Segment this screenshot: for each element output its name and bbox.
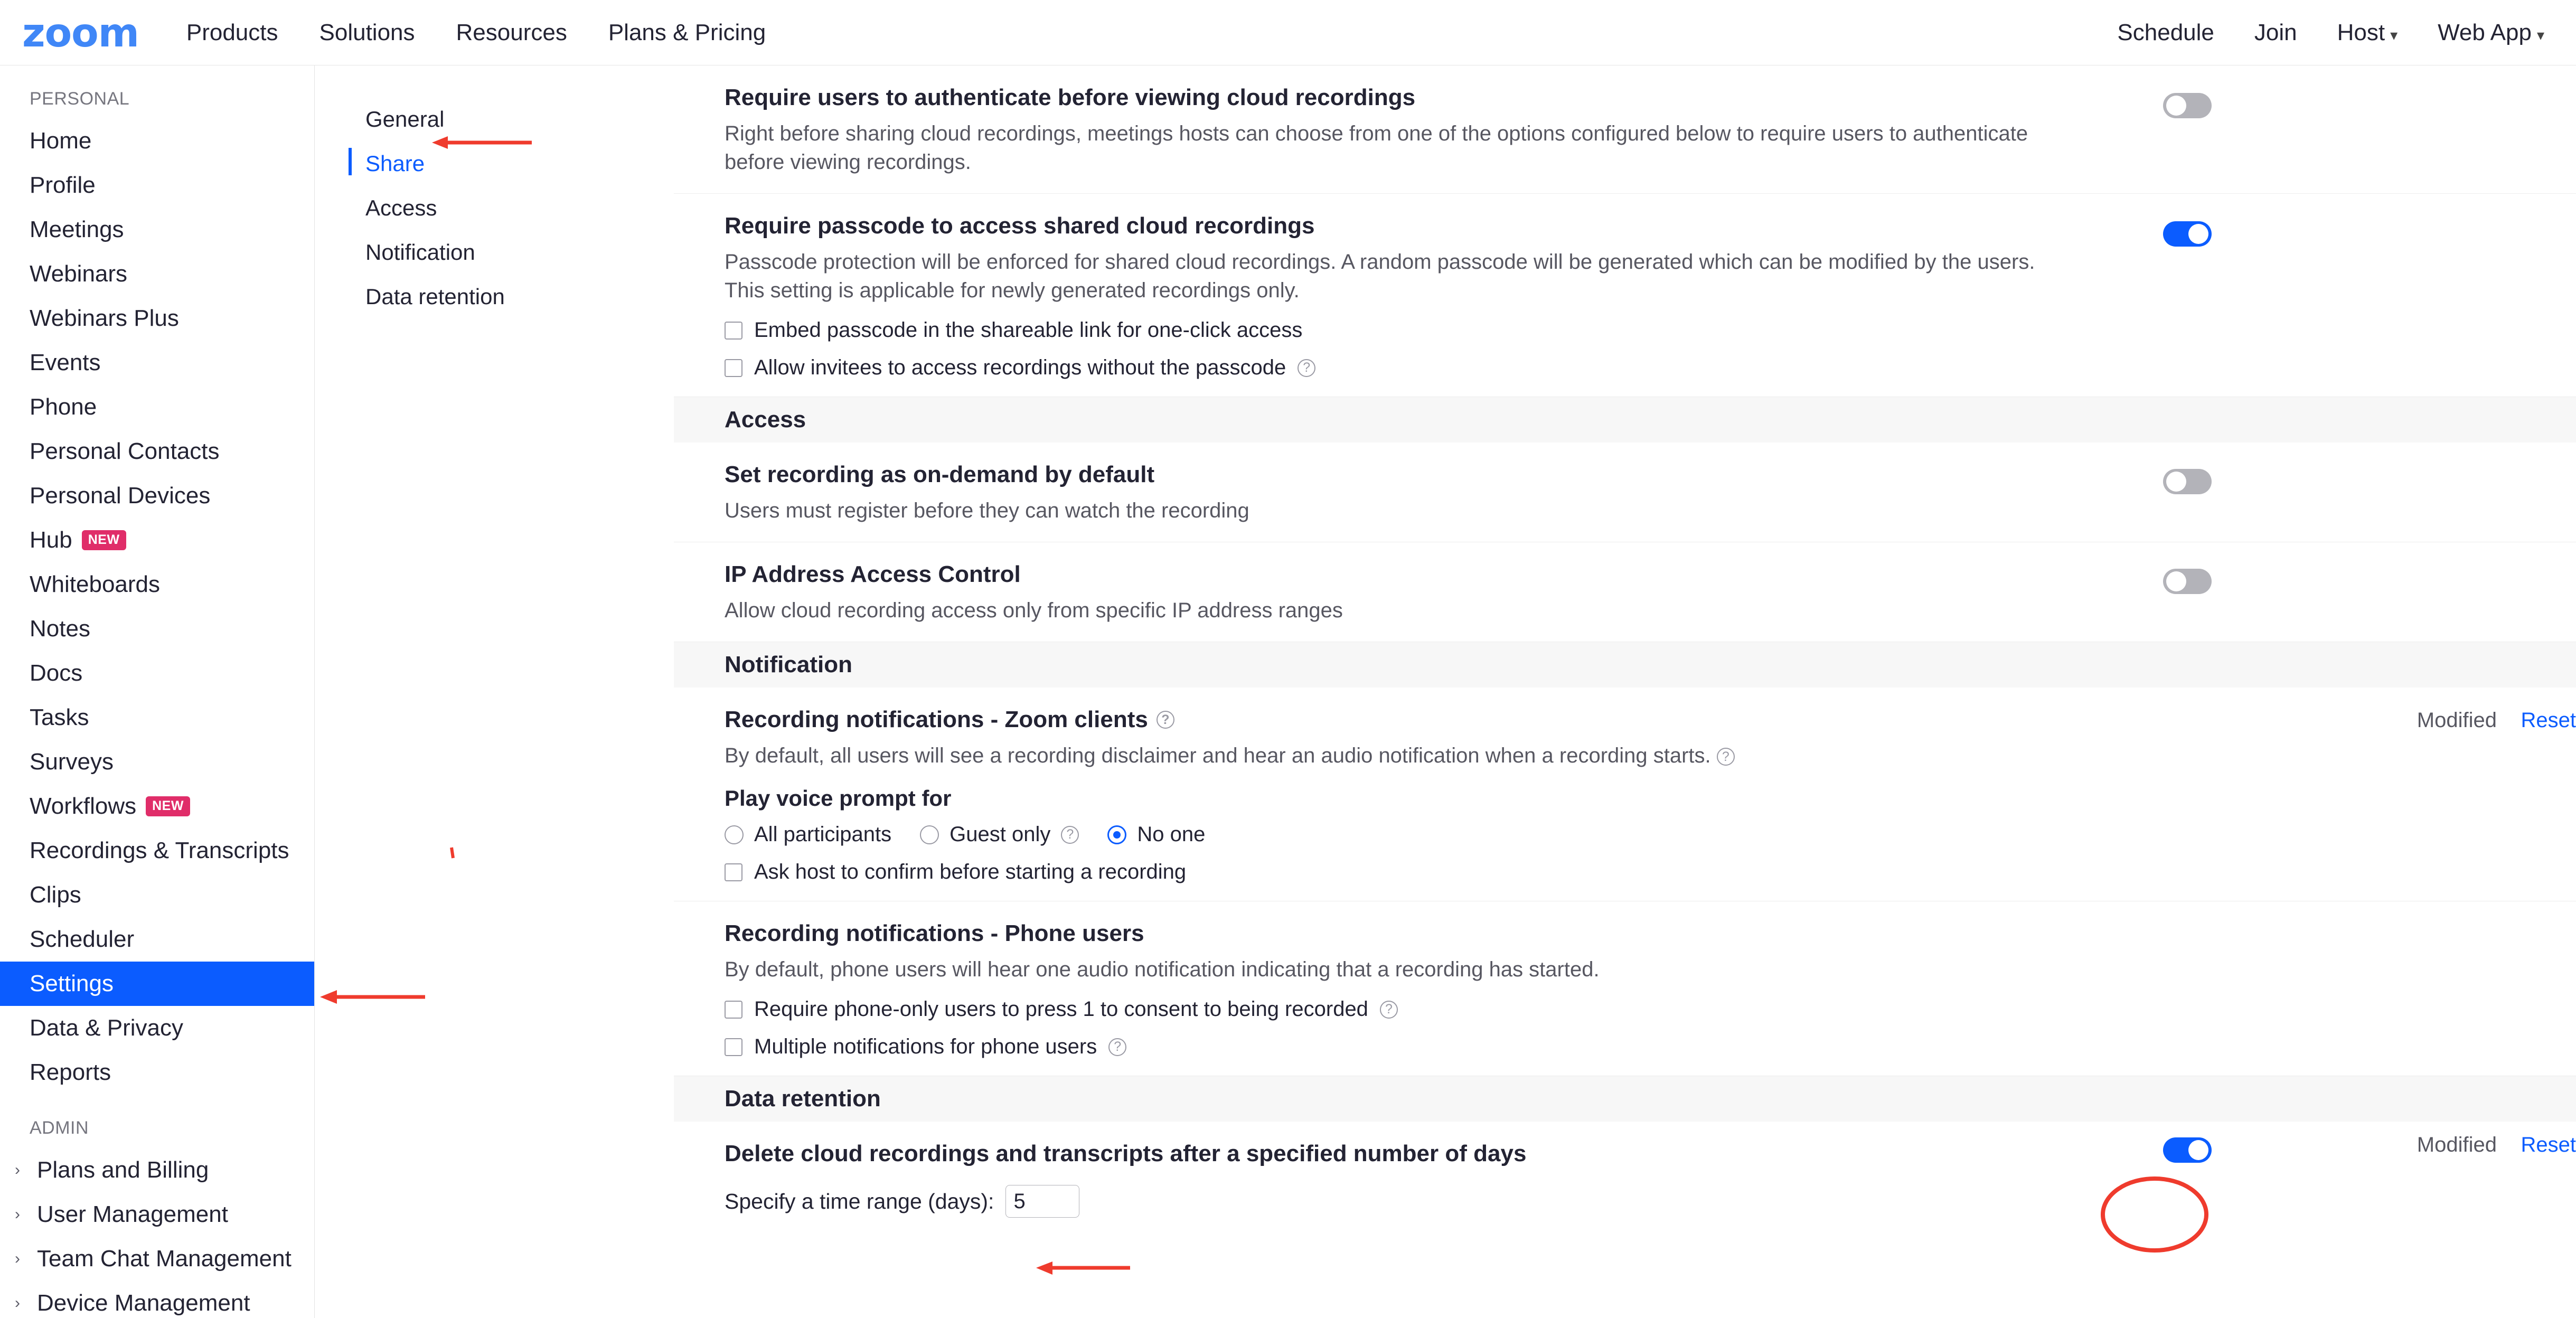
sidebar-item-home[interactable] [0, 119, 314, 163]
nav-host[interactable] [2337, 20, 2398, 46]
sidebar-item-label: Scheduler [30, 926, 135, 952]
sidebar-item-label: Hub [30, 527, 72, 553]
checkbox-row-allow-invitees-no-passcode[interactable] [725, 356, 2525, 380]
time-range-row [725, 1185, 2525, 1218]
sidebar-item-webinars-plus[interactable] [0, 296, 314, 341]
sidebar-item-label: Workflows [30, 793, 137, 819]
checkbox-row-multiple-notifications[interactable] [725, 1035, 2525, 1059]
info-icon[interactable]: ? [1380, 1001, 1398, 1019]
reset-link[interactable]: Reset [2521, 1133, 2576, 1156]
toggle-require-passcode[interactable] [2163, 221, 2212, 247]
chevron-right-icon: › [15, 1206, 20, 1223]
sidebar-item-notes[interactable] [0, 607, 314, 651]
nav-products[interactable]: Products [186, 19, 278, 45]
chevron-right-icon: › [15, 1161, 20, 1179]
sidebar-item-label: Device Management [37, 1290, 250, 1316]
toggle-on-demand[interactable] [2163, 469, 2212, 494]
sidebar-item-label: Tasks [30, 704, 89, 730]
radio-group-voice-prompt [725, 823, 2525, 846]
info-icon[interactable]: ? [1298, 359, 1315, 377]
toggle-knob [2188, 1140, 2208, 1160]
sidebar-item-label: Notes [30, 616, 90, 642]
nav-plans-pricing[interactable]: Plans & Pricing [608, 19, 766, 45]
checkbox-row-phone-press-1[interactable] [725, 997, 2525, 1021]
checkbox-row-ask-host-confirm[interactable] [725, 860, 2525, 884]
checkbox-multiple-notifications[interactable] [725, 1038, 742, 1056]
setting-title: Require users to authenticate before viewing cloud recordings [725, 84, 1416, 110]
sidebar-item-tasks[interactable] [0, 695, 314, 740]
checkbox-phone-press-1[interactable] [725, 1001, 742, 1019]
sidebar-item-label: Data & Privacy [30, 1015, 183, 1041]
sidebar-item-team-chat-management[interactable] [0, 1237, 314, 1281]
setting-description: By default, phone users will hear one audio notification indicating that a recording has started. [725, 958, 1600, 981]
sidebar-item-settings[interactable] [0, 962, 314, 1006]
status-badge-modified: Modified [2417, 1133, 2497, 1156]
sidebar-item-label: Phone [30, 394, 97, 420]
checkbox-row-embed-passcode[interactable] [725, 318, 2525, 342]
toggle-knob [2188, 224, 2208, 244]
radio-label: No one [1137, 823, 1206, 846]
setting-title: Set recording as on-demand by default [725, 462, 1155, 487]
top-nav-links [186, 20, 766, 46]
top-nav-right [2117, 20, 2544, 46]
setting-row-ip-address-access-control [674, 542, 2576, 642]
sidebar-item-label: Whiteboards [30, 571, 161, 597]
radio-option-all-participants[interactable] [725, 823, 891, 846]
sidebar-group-personal: PERSONAL [30, 89, 130, 109]
section-header-access: Access [674, 397, 2576, 443]
sidebar-group-admin: ADMIN [30, 1118, 89, 1138]
sidebar-item-label: Team Chat Management [37, 1246, 292, 1272]
sidebar-item-clips[interactable] [0, 873, 314, 917]
sidebar-item-events[interactable] [0, 341, 314, 385]
sidebar-item-plans-and-billing[interactable] [0, 1148, 314, 1192]
nav-solutions[interactable]: Solutions [319, 19, 415, 45]
nav-host-label: Host [2337, 19, 2385, 45]
sidebar-item-workflows[interactable] [0, 784, 314, 829]
checkbox-ask-host-confirm[interactable] [725, 863, 742, 881]
submenu-item-general[interactable]: General [365, 107, 445, 131]
chevron-down-icon: ▾ [2536, 26, 2544, 43]
reset-link[interactable]: Reset [2521, 709, 2576, 732]
setting-title-text: Recording notifications - Zoom clients [725, 707, 1148, 732]
submenu-item-share[interactable]: Share [315, 142, 674, 186]
sidebar-item-meetings[interactable] [0, 208, 314, 252]
setting-row-recording-notifications-zoom-clients [674, 688, 2576, 901]
sidebar-item-label: Meetings [30, 216, 124, 242]
settings-content [674, 65, 2576, 1318]
setting-row-delete-cloud-recordings [674, 1122, 2576, 1235]
setting-description: Allow cloud recording access only from specific IP address ranges [725, 599, 1343, 622]
radio-label: All participants [754, 823, 892, 846]
sidebar-item-label: Plans and Billing [37, 1157, 209, 1183]
play-voice-prompt-label: Play voice prompt for [725, 786, 952, 811]
checkbox-embed-passcode[interactable] [725, 322, 742, 340]
checkbox-label: Allow invitees to access recordings without the passcode [754, 356, 1286, 379]
checkbox-label: Require phone-only users to press 1 to consent to being recorded [754, 997, 1368, 1021]
chevron-down-icon: ▾ [2390, 26, 2398, 43]
radio-all-participants[interactable] [725, 825, 744, 844]
submenu-item-access[interactable]: Access [365, 195, 437, 220]
sidebar-item-label: Docs [30, 660, 83, 686]
sidebar-item-personal-contacts[interactable] [0, 429, 314, 474]
sidebar-item-device-management[interactable] [0, 1281, 314, 1318]
setting-title: Require passcode to access shared cloud recordings [725, 213, 1315, 239]
toggle-require-authentication[interactable] [2163, 93, 2212, 118]
setting-row-on-demand [674, 443, 2576, 542]
sidebar [0, 65, 315, 1318]
sidebar-item-webinars[interactable] [0, 252, 314, 296]
sidebar-item-label: Webinars Plus [30, 305, 179, 331]
time-range-label: Specify a time range (days): [725, 1189, 994, 1213]
checkbox-label: Multiple notifications for phone users [754, 1035, 1097, 1058]
checkbox-label: Ask host to confirm before starting a recording [754, 860, 1187, 883]
checkbox-label: Embed passcode in the shareable link for one-click access [754, 318, 1303, 342]
sidebar-item-label: Settings [30, 971, 114, 996]
setting-title [725, 707, 2525, 733]
top-navigation-bar [0, 0, 2576, 65]
setting-title: IP Address Access Control [725, 561, 1021, 587]
nav-resources[interactable]: Resources [456, 19, 567, 45]
setting-description: Right before sharing cloud recordings, meetings hosts can choose from one of the options configured below to require users to authenticate before viewing recordings. [725, 122, 2028, 174]
sidebar-item-label: Recordings & Transcripts [30, 837, 289, 863]
new-badge: NEW [82, 530, 126, 550]
setting-row-require-authentication [674, 65, 2576, 194]
section-header-data-retention: Data retention [674, 1076, 2576, 1122]
toggle-knob [2166, 472, 2186, 492]
radio-option-guest-only[interactable] [920, 823, 1079, 846]
sidebar-item-data-privacy[interactable] [0, 1006, 314, 1050]
checkbox-allow-invitees-no-passcode[interactable] [725, 359, 742, 377]
nav-web-app-label: Web App [2438, 19, 2532, 45]
sidebar-item-label: Personal Devices [30, 483, 211, 509]
radio-guest-only[interactable] [920, 825, 939, 844]
chevron-right-icon: › [15, 1294, 20, 1312]
setting-description-text: By default, all users will see a recording disclaimer and hear an audio notification when a recording starts. [725, 744, 1711, 767]
toggle-delete-cloud-recordings[interactable] [2163, 1137, 2212, 1163]
radio-label: Guest only [949, 823, 1051, 846]
sidebar-item-label: Clips [30, 882, 81, 908]
sidebar-item-user-management[interactable] [0, 1192, 314, 1237]
sidebar-item-label: Personal Contacts [30, 438, 220, 464]
sidebar-item-personal-devices[interactable] [0, 474, 314, 518]
sidebar-item-label: Events [30, 350, 101, 375]
zoom-logo[interactable]: zoom [22, 9, 139, 56]
section-header-notification: Notification [674, 642, 2576, 688]
setting-row-require-passcode [674, 194, 2576, 397]
setting-description: Passcode protection will be enforced for shared cloud recordings. A random passcode will be generated which can be modified by the users. This setting is applicable for newly generated recordings only. [725, 250, 2035, 302]
new-badge: NEW [146, 796, 190, 816]
sidebar-item-scheduler[interactable] [0, 917, 314, 962]
sidebar-item-label: Webinars [30, 261, 128, 287]
sidebar-item-label: User Management [37, 1201, 228, 1227]
status-badge-modified: Modified [2417, 709, 2497, 732]
radio-no-one[interactable] [1107, 825, 1126, 844]
toggle-ip-address-access-control[interactable] [2163, 569, 2212, 594]
sidebar-item-reports[interactable] [0, 1050, 314, 1095]
setting-row-recording-notifications-phone-users [674, 901, 2576, 1076]
nav-join[interactable]: Join [2254, 19, 2297, 45]
chevron-right-icon: › [15, 1250, 20, 1267]
sidebar-item-profile[interactable] [0, 163, 314, 208]
setting-title: Delete cloud recordings and transcripts after a specified number of days [725, 1141, 1527, 1166]
sidebar-item-label: Profile [30, 172, 96, 198]
info-icon[interactable]: ? [1061, 826, 1079, 844]
sidebar-item-phone[interactable] [0, 385, 314, 429]
sidebar-item-label: Surveys [30, 749, 114, 775]
sidebar-item-recordings-transcripts[interactable] [0, 829, 314, 873]
submenu-item-data-retention[interactable]: Data retention [365, 284, 505, 309]
time-range-input[interactable] [1005, 1185, 1079, 1218]
setting-title: Recording notifications - Phone users [725, 920, 1144, 946]
sidebar-item-surveys[interactable] [0, 740, 314, 784]
sidebar-item-docs[interactable] [0, 651, 314, 695]
info-icon[interactable]: ? [1108, 1038, 1126, 1056]
submenu-item-notification[interactable]: Notification [365, 240, 475, 265]
sidebar-item-label: Home [30, 128, 92, 154]
info-icon[interactable]: ? [1717, 748, 1735, 766]
setting-description: Users must register before they can watch the recording [725, 499, 1249, 522]
setting-description [725, 741, 2076, 770]
nav-schedule[interactable]: Schedule [2117, 19, 2214, 45]
radio-option-no-one[interactable] [1107, 823, 1205, 846]
info-icon[interactable]: ? [1157, 711, 1174, 729]
nav-web-app[interactable] [2438, 20, 2544, 46]
toggle-knob [2166, 571, 2186, 591]
sidebar-item-hub[interactable] [0, 518, 314, 562]
sidebar-item-whiteboards[interactable] [0, 562, 314, 607]
toggle-knob [2166, 96, 2186, 116]
sidebar-item-label: Reports [30, 1059, 111, 1085]
settings-submenu [315, 65, 674, 1318]
